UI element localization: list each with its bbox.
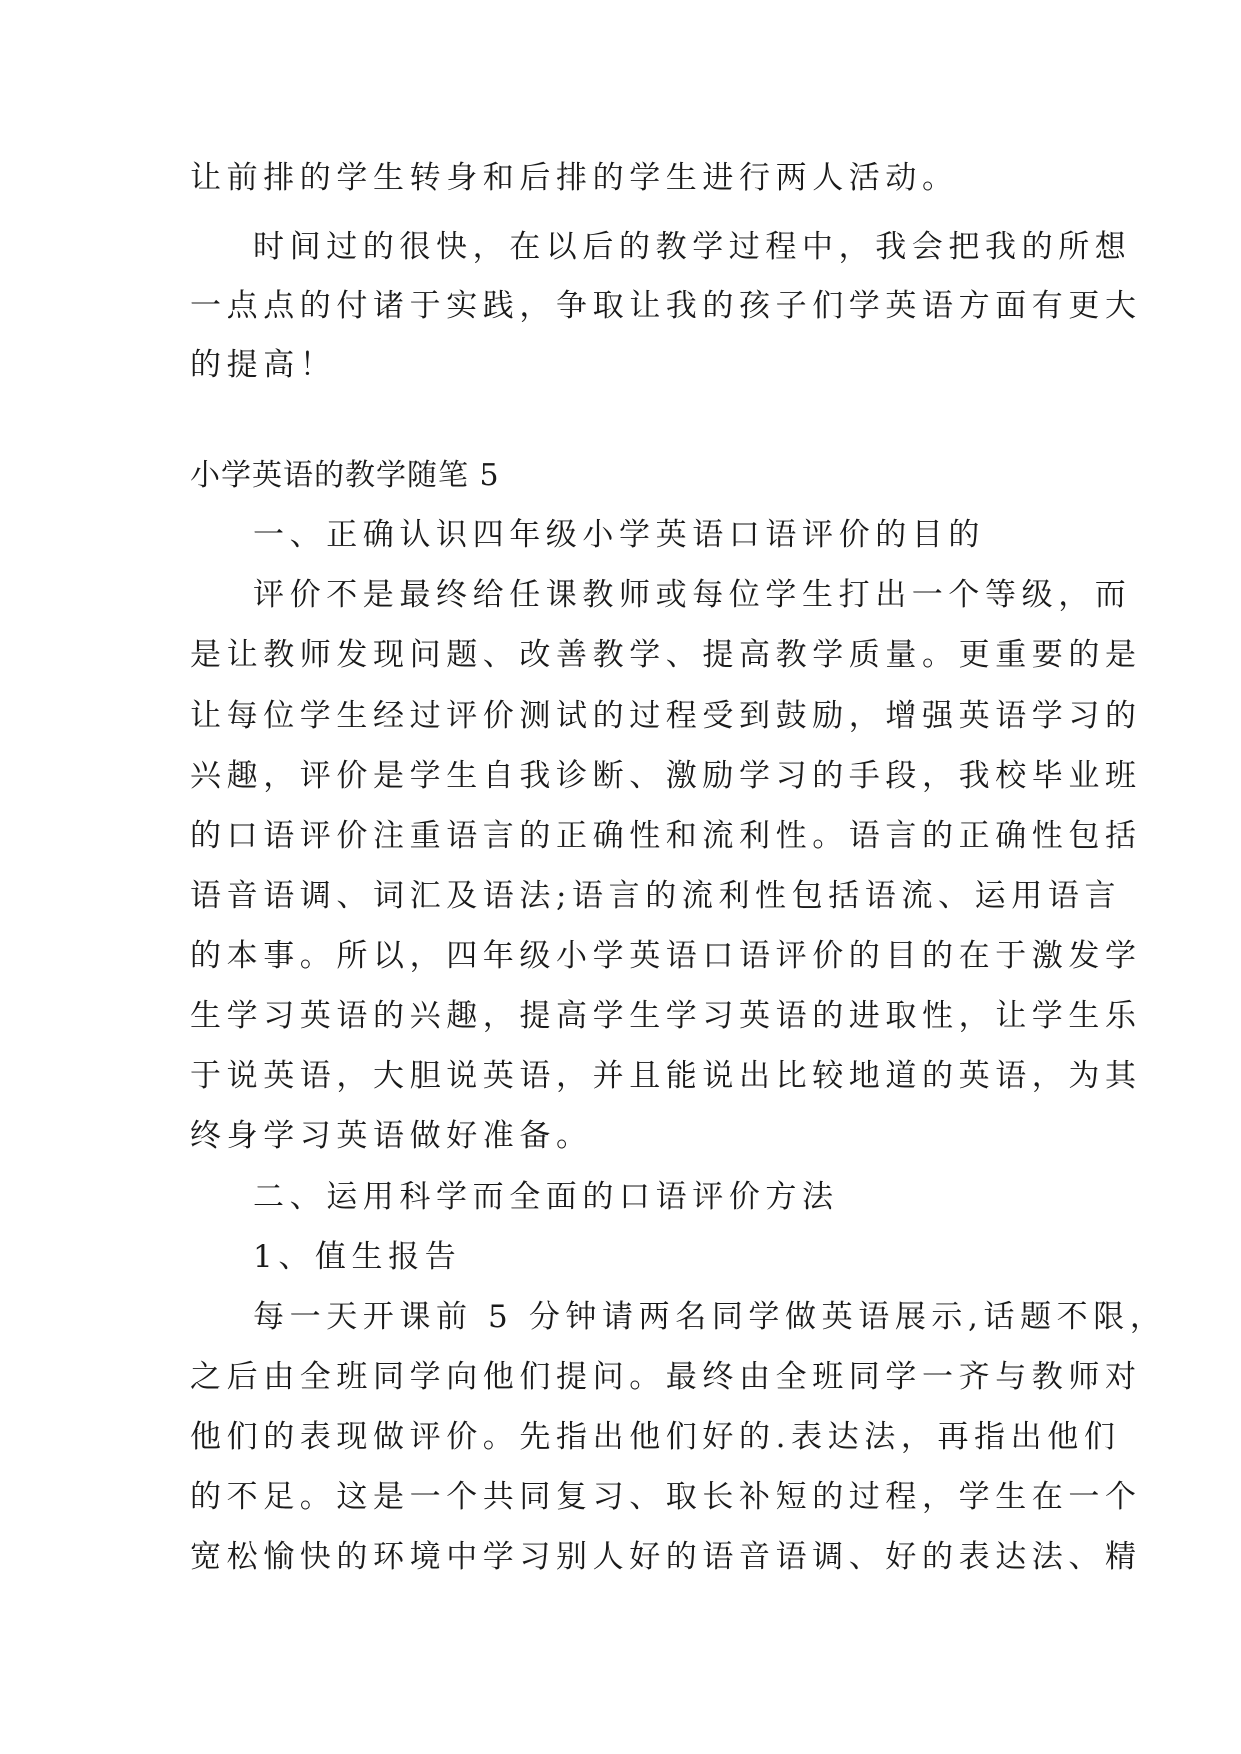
subsection-1-heading: 1、值生报告 [253, 1239, 462, 1275]
subsection-1-paragraph-line: 他们的表现做评价。先指出他们好的.表达法，再指出他们 [190, 1419, 1121, 1455]
section-1-paragraph-line: 生学习英语的兴趣，提高学生学习英语的进取性，让学生乐 [190, 998, 1142, 1034]
section-title: 小学英语的教学随笔 5 [190, 458, 500, 493]
section-1-paragraph-line: 评价不是最终给任课教师或每位学生打出一个等级，而 [253, 577, 1132, 613]
subsection-1-paragraph-line: 的不足。这是一个共同复习、取长补短的过程，学生在一个 [190, 1479, 1142, 1515]
closing-paragraph-line: 一点点的付诸于实践，争取让我的孩子们学英语方面有更大 [190, 288, 1142, 324]
section-1-heading: 一、正确认识四年级小学英语口语评价的目的 [253, 517, 985, 553]
section-1-paragraph-line: 的本事。所以，四年级小学英语口语评价的目的在于激发学 [190, 938, 1142, 974]
section-1-paragraph-line: 于说英语，大胆说英语，并且能说出比较地道的英语，为其 [190, 1058, 1142, 1094]
section-1-paragraph-line: 是让教师发现问题、改善教学、提高教学质量。更重要的是 [190, 637, 1142, 673]
subsection-1-paragraph-line: 宽松愉快的环境中学习别人好的语音语调、好的表达法、精 [190, 1539, 1142, 1575]
section-1-paragraph-line: 的口语评价注重语言的正确性和流利性。语言的正确性包括 [190, 818, 1142, 854]
section-1-paragraph-line: 让每位学生经过评价测试的过程受到鼓励，增强英语学习的 [190, 698, 1142, 734]
closing-paragraph-line: 时间过的很快，在以后的教学过程中，我会把我的所想 [253, 229, 1132, 265]
section-2-heading: 二、运用科学而全面的口语评价方法 [253, 1179, 839, 1215]
continuation-line: 让前排的学生转身和后排的学生进行两人活动。 [190, 160, 959, 196]
subsection-1-paragraph-line: 每一天开课前 5 分钟请两名同学做英语展示,话题不限， [253, 1299, 1167, 1335]
subsection-1-paragraph-line: 之后由全班同学向他们提问。最终由全班同学一齐与教师对 [190, 1359, 1142, 1395]
closing-paragraph-line: 的提高！ [190, 347, 337, 383]
section-1-paragraph-line: 终身学习英语做好准备。 [190, 1118, 593, 1154]
section-1-paragraph-line: 语音语调、词汇及语法;语言的流利性包括语流、运用语言 [190, 878, 1122, 914]
section-1-paragraph-line: 兴趣，评价是学生自我诊断、激励学习的手段，我校毕业班 [190, 758, 1142, 794]
